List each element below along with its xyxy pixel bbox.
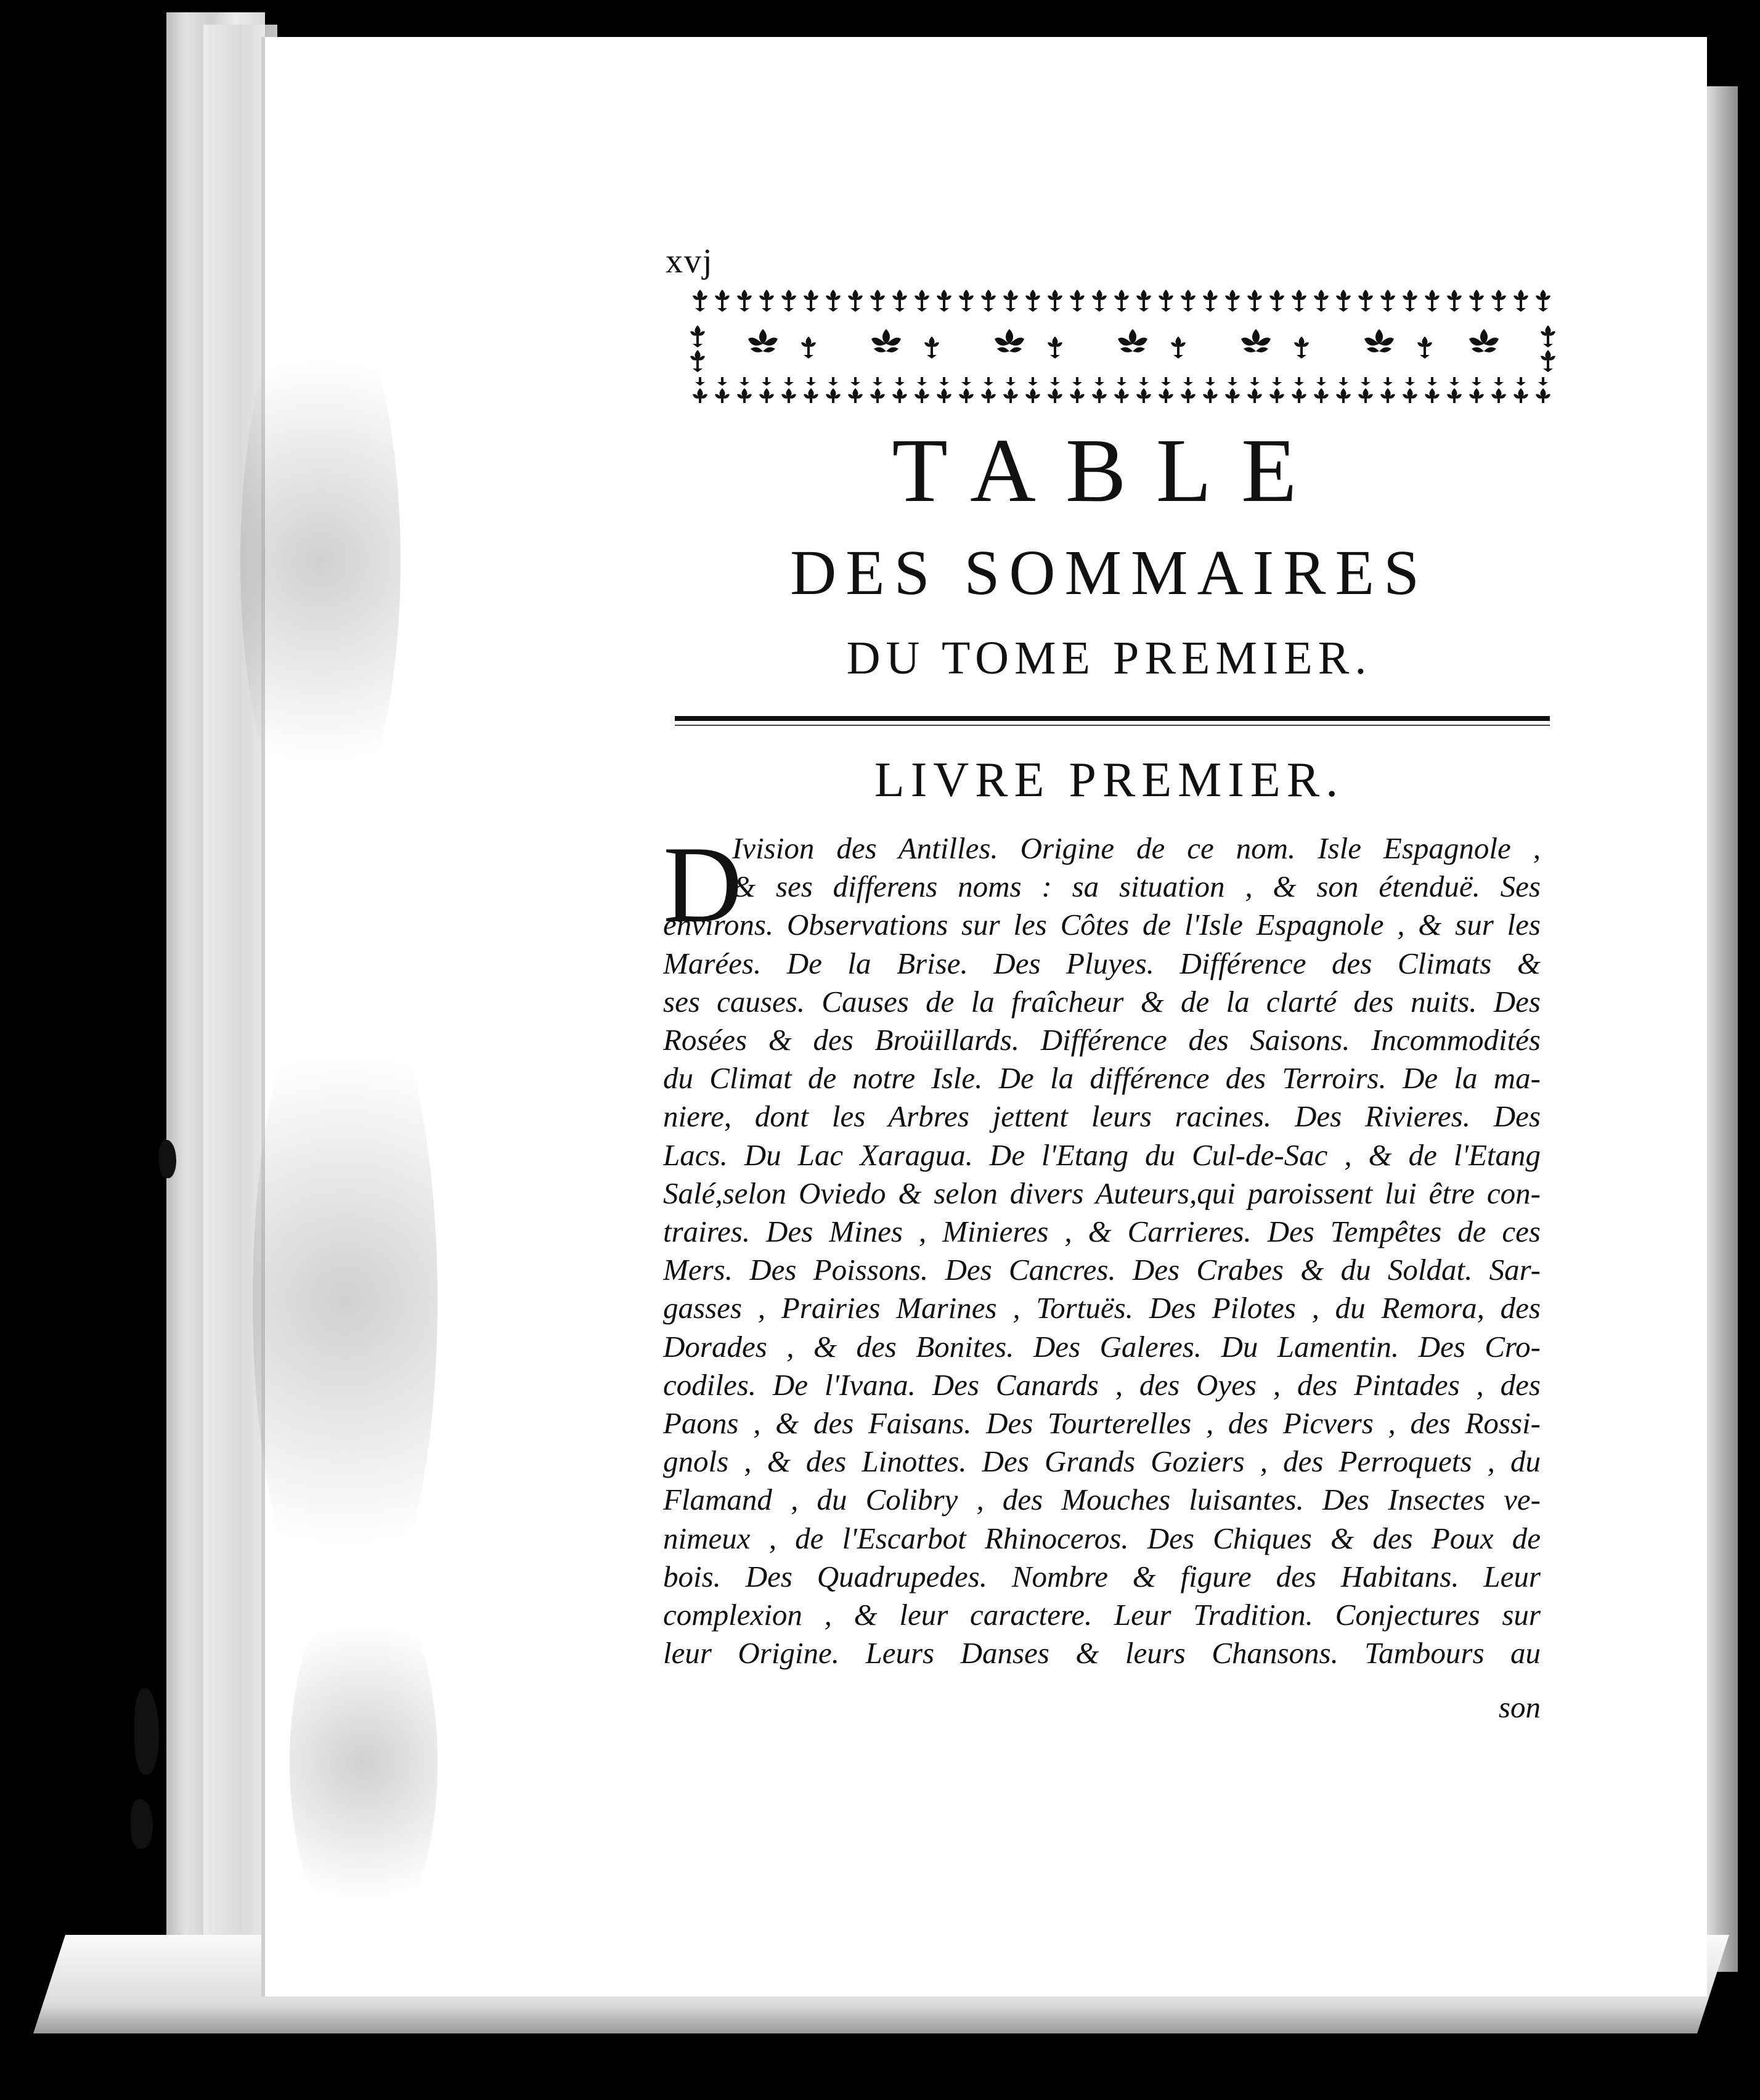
body-line: Dorades , & des Bonites. Des Galeres. Du Lamentin. Des Cro- bbox=[663, 1329, 1541, 1364]
body-line: Lacs. Du Lac Xaragua. De l'Etang du Cul-de-Sac , & de l'Etang bbox=[663, 1138, 1541, 1172]
summary-body-text bbox=[663, 823, 1541, 1672]
body-line: leur Origine. Leurs Danses & leurs Chansons. Tambours au bbox=[663, 1636, 1541, 1671]
body-line: gnols , & des Linottes. Des Grands Goziers , des Perroquets , du bbox=[663, 1444, 1541, 1479]
body-line: Flamand , du Colibry , des Mouches luisantes. Des Insectes ve- bbox=[663, 1483, 1541, 1517]
printers-ornament bbox=[689, 288, 1557, 405]
body-line: ses causes. Causes de la fraîcheur & de la clarté des nuits. Des bbox=[663, 984, 1541, 1019]
body-line: codiles. De l'Ivana. Des Canards , des Oyes , des Pintades , des bbox=[663, 1367, 1541, 1402]
body-line: Paons , & des Faisans. Des Tourterelles , des Picvers , des Rossi- bbox=[663, 1406, 1541, 1441]
body-line: complexion , & leur caractere. Leur Tradition. Conjectures sur bbox=[663, 1598, 1541, 1632]
body-line: nimeux , de l'Escarbot Rhinoceros. Des Chiques & des Poux de bbox=[663, 1521, 1541, 1555]
body-line: Salé,selon Oviedo & selon divers Auteurs,qui paroissent lui être con- bbox=[663, 1176, 1541, 1210]
drop-cap: D bbox=[663, 823, 743, 945]
body-line: environs. Observations sur les Côtes de l'Isle Espagnole , & sur les bbox=[663, 908, 1541, 942]
horizontal-rule bbox=[675, 716, 1550, 721]
paper-stain bbox=[240, 283, 401, 838]
body-line: bois. Des Quadrupedes. Nombre & figure des Habitans. Leur bbox=[663, 1559, 1541, 1593]
page-title: TABLE bbox=[892, 420, 1327, 521]
body-line: Ivision des Antilles. Origine de ce nom. Isle Espagnole , bbox=[732, 831, 1541, 865]
body-line: & ses differens noms : sa situation , & son étenduë. Ses bbox=[732, 869, 1541, 904]
page-folio: xvj bbox=[666, 242, 714, 280]
body-line: traires. Des Mines , Minieres , & Carrieres. Des Tempêtes de ces bbox=[663, 1215, 1541, 1249]
page-subtitle-volume: DU TOME PREMIER. bbox=[846, 632, 1372, 684]
body-line: Mers. Des Poissons. Des Cancres. Des Crabes & du Soldat. Sar- bbox=[663, 1253, 1541, 1287]
paper-stain bbox=[290, 1577, 438, 1947]
horizontal-rule-thin bbox=[675, 725, 1550, 726]
paper-stain bbox=[253, 961, 438, 1639]
ink-blot bbox=[134, 1688, 159, 1775]
body-line: Marées. De la Brise. Des Pluyes. Différence des Climats & bbox=[663, 946, 1541, 980]
ink-blot bbox=[131, 1799, 153, 1849]
body-line: gasses , Prairies Marines , Tortuës. Des Pilotes , du Remora, des bbox=[663, 1291, 1541, 1325]
section-heading: LIVRE PREMIER. bbox=[874, 753, 1345, 807]
body-line: niere, dont les Arbres jettent leurs racines. Des Rivieres. Des bbox=[663, 1099, 1541, 1134]
page-subtitle: DES SOMMAIRES bbox=[790, 537, 1428, 608]
body-line: du Climat de notre Isle. De la différence des Terroirs. De la ma- bbox=[663, 1061, 1541, 1096]
catchword: son bbox=[1498, 1690, 1541, 1724]
body-line: Rosées & des Broüillards. Différence des Saisons. Incommodités bbox=[663, 1023, 1541, 1057]
